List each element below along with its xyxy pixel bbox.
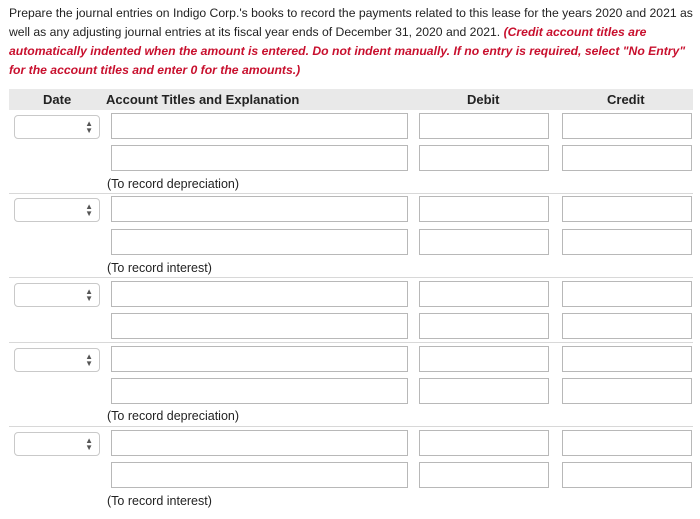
debit-input[interactable] [419,462,549,488]
debit-input[interactable] [419,196,549,222]
entry-note: (To record depreciation) [107,409,240,423]
account-input[interactable] [111,113,408,139]
account-input[interactable] [111,229,408,255]
date-select[interactable] [14,348,100,372]
select-arrows-icon: ▲ ▼ [85,352,93,368]
debit-input[interactable] [419,145,549,171]
account-input[interactable] [111,196,408,222]
debit-input[interactable] [419,113,549,139]
select-arrows-icon: ▲ ▼ [85,119,93,135]
select-arrows-icon: ▲ ▼ [85,436,93,452]
account-input[interactable] [111,430,408,456]
credit-input[interactable] [562,313,692,339]
entry-note: (To record depreciation) [107,177,240,191]
credit-header: Credit [607,92,645,107]
debit-input[interactable] [419,229,549,255]
credit-input[interactable] [562,113,692,139]
instructions-red-text: (Credit account titles are automatically indented when the amount is entered. Do not indent manually. If no entry is required, select "No Entry" for the account titles and enter 0 for the amounts.) [9,25,686,77]
select-arrows-icon: ▲ ▼ [85,287,93,303]
entry-note: (To record interest) [107,261,212,275]
credit-input[interactable] [562,145,692,171]
table-header [9,89,693,110]
credit-input[interactable] [562,430,692,456]
credit-input[interactable] [562,462,692,488]
account-input[interactable] [111,462,408,488]
debit-header: Debit [467,92,500,107]
account-input[interactable] [111,346,408,372]
date-select[interactable] [14,283,100,307]
row-divider [9,342,693,343]
row-divider [9,277,693,278]
credit-input[interactable] [562,346,692,372]
debit-input[interactable] [419,378,549,404]
debit-input[interactable] [419,346,549,372]
select-arrows-icon: ▲ ▼ [85,202,93,218]
date-select[interactable] [14,432,100,456]
credit-input[interactable] [562,378,692,404]
entry-note: (To record interest) [107,494,212,508]
account-input[interactable] [111,313,408,339]
row-divider [9,193,693,194]
account-input[interactable] [111,281,408,307]
row-divider [9,426,693,427]
debit-input[interactable] [419,281,549,307]
debit-input[interactable] [419,430,549,456]
date-header: Date [43,92,72,107]
date-select[interactable] [14,198,100,222]
date-select[interactable] [14,115,100,139]
account-header: Account Titles and Explanation [106,92,300,107]
debit-input[interactable] [419,313,549,339]
account-input[interactable] [111,145,408,171]
credit-input[interactable] [562,229,692,255]
account-input[interactable] [111,378,408,404]
instructions-text: Prepare the journal entries on Indigo Corp.'s books to record the payments related to this lease for the years 2020 and 2021 as well as any adjusting journal entries at its fiscal year ends of December 31, 2020 and 2021. [9,6,693,39]
credit-input[interactable] [562,281,692,307]
instructions [9,4,693,80]
credit-input[interactable] [562,196,692,222]
